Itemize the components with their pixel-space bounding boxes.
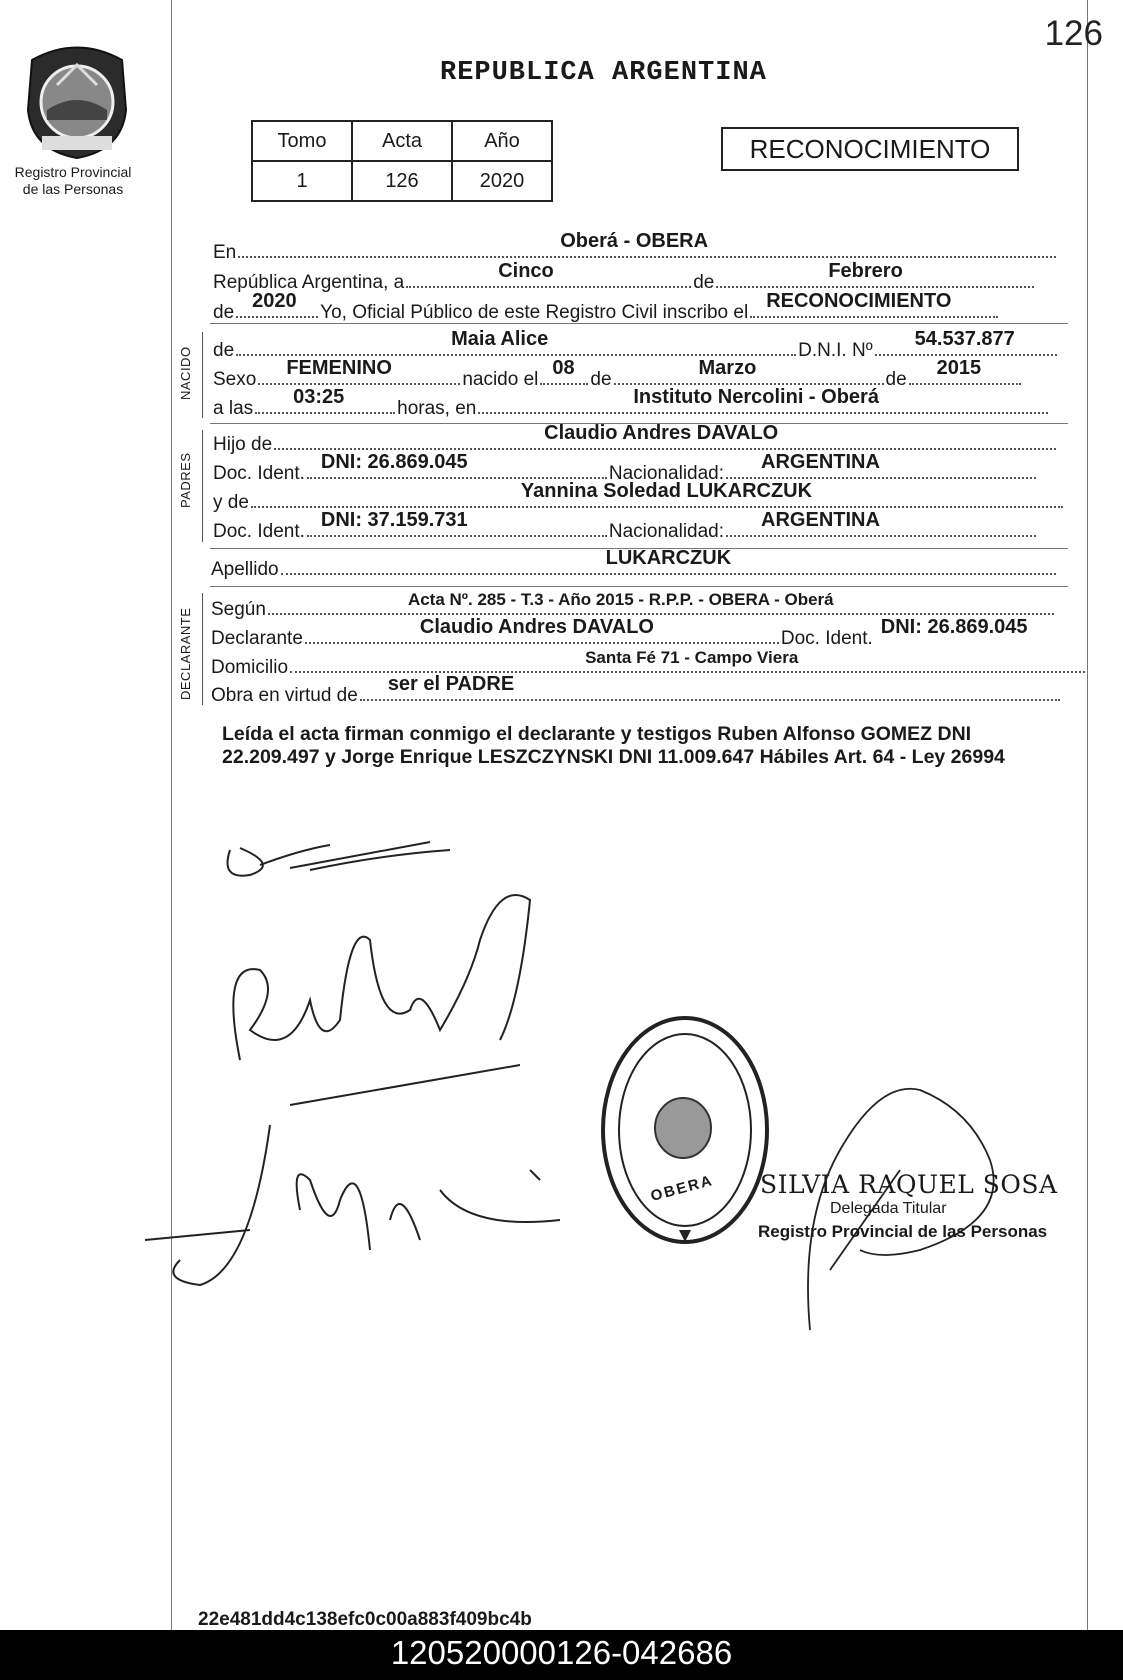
en-value: Oberá - OBERA xyxy=(560,230,709,252)
row-hora xyxy=(213,386,1050,420)
section-rule-4 xyxy=(210,586,1068,587)
record-type-box: RECONOCIMIENTO xyxy=(721,127,1019,171)
en-field xyxy=(238,230,1056,258)
birth-de1-label: de xyxy=(590,369,612,390)
registry-name xyxy=(8,164,138,198)
nacido-side-label: NACIDO xyxy=(178,346,193,400)
father-doc-field xyxy=(307,451,607,479)
day-value: Cinco xyxy=(498,260,554,282)
month-value: Febrero xyxy=(828,260,903,282)
birth-day-field xyxy=(540,357,588,385)
official-name: SILVIA RAQUEL SOSA xyxy=(760,1170,1058,1199)
birth-year-value: 2015 xyxy=(936,357,982,379)
father-doc-value: DNI: 26.869.045 xyxy=(320,451,468,473)
mother-doc-label: Doc. Ident. xyxy=(213,521,305,542)
father-doc-label: Doc. Ident. xyxy=(213,463,305,484)
declarante-side-label: DECLARANTE xyxy=(178,607,193,700)
obra-label: Obra en virtud de xyxy=(211,685,358,706)
tomo-value: 1 xyxy=(252,161,352,201)
left-margin-line xyxy=(171,0,172,1630)
republica-label: República Argentina, a xyxy=(213,272,405,293)
apellido-label: Apellido xyxy=(211,559,279,580)
anio-header: Año xyxy=(452,121,552,161)
declarante-label: Declarante xyxy=(211,628,303,649)
witness-gomez-signature xyxy=(220,880,550,1120)
section-rule-1 xyxy=(210,323,1068,324)
obra-field xyxy=(360,673,1060,701)
nacido-side-line xyxy=(202,332,203,418)
registry-name-line2: de las Personas xyxy=(22,181,124,197)
row-mother-doc xyxy=(213,509,1038,543)
registry-name-line1: Registro Provincial xyxy=(14,164,132,180)
mother-doc-value: DNI: 37.159.731 xyxy=(320,509,468,531)
father-field xyxy=(274,422,1056,450)
name-value: Maia Alice xyxy=(451,328,549,350)
father-nat-label: Nacionalidad: xyxy=(608,463,725,484)
nacido-name-label: de xyxy=(213,340,235,361)
obra-value: ser el PADRE xyxy=(387,673,515,695)
birth-day-value: 08 xyxy=(552,357,575,379)
row-domicilio xyxy=(211,648,1087,679)
domicilio-label: Domicilio xyxy=(211,657,289,678)
mother-nat-value: ARGENTINA xyxy=(761,509,880,531)
declarante-doc-value: DNI: 26.869.045 xyxy=(880,616,1028,638)
day-field xyxy=(406,260,691,288)
closing-text: Leída el acta firman conmigo el declarante y testigos Ruben Alfonso GOMEZ DNI 22.209.497 y Jorge Enrique LESZCZYNSKI DNI 11.009.647 Hábiles Art. 64 - Ley 26994 xyxy=(222,723,1005,768)
hora-field xyxy=(255,386,395,414)
horas-label: horas, en xyxy=(397,398,477,419)
province-seal-icon xyxy=(22,40,132,160)
year-de-label: de xyxy=(213,302,235,323)
hora-label: a las xyxy=(213,398,254,419)
birth-year-field xyxy=(909,357,1021,385)
mother-field xyxy=(251,480,1063,508)
padres-side-label: PADRES xyxy=(178,452,193,508)
kind-field xyxy=(750,290,998,318)
dni-label: D.N.I. Nº xyxy=(798,340,873,361)
row-declarante xyxy=(211,616,1042,650)
mother-value: Yannina Soledad LUKARCZUK xyxy=(520,480,813,502)
row-en xyxy=(213,230,1058,264)
acta-header: Acta xyxy=(352,121,452,161)
name-field xyxy=(236,328,796,356)
row-obra xyxy=(211,673,1062,707)
dni-field xyxy=(875,328,1057,356)
mother-label: y de xyxy=(213,492,249,513)
declarante-doc-field xyxy=(875,616,1040,644)
month-field xyxy=(716,260,1034,288)
birth-month-field xyxy=(614,357,884,385)
father-nat-field xyxy=(726,451,1036,479)
dni-value: 54.537.877 xyxy=(914,328,1015,350)
right-margin-line xyxy=(1087,0,1088,1630)
declarante-value: Claudio Andres DAVALO xyxy=(419,616,654,638)
mother-doc-field xyxy=(307,509,607,537)
acta-value: 126 xyxy=(352,161,452,201)
sexo-field xyxy=(258,357,460,385)
segun-field xyxy=(268,590,1054,615)
official-role: Delegada Titular xyxy=(830,1200,947,1217)
de-label: de xyxy=(693,272,715,293)
father-nat-value: ARGENTINA xyxy=(761,451,880,473)
birth-month-value: Marzo xyxy=(698,357,757,379)
year-text: Yo, Oficial Público de este Registro Civil inscribo el xyxy=(320,302,749,323)
sexo-value: FEMENINO xyxy=(286,357,392,379)
stamp-city: OBERA xyxy=(648,1171,716,1206)
segun-label: Según xyxy=(211,599,266,620)
apellido-value: LUKARCZUK xyxy=(605,547,732,569)
page-number: 126 xyxy=(1044,14,1103,53)
en-label: En xyxy=(213,242,237,263)
anio-value: 2020 xyxy=(452,161,552,201)
tomo-header: Tomo xyxy=(252,121,352,161)
barcode-number: 120520000126-042686 xyxy=(390,1634,733,1671)
place-field xyxy=(478,386,1048,414)
mother-nat-field xyxy=(726,509,1036,537)
apellido-field xyxy=(281,547,1056,575)
padres-side-line xyxy=(202,430,203,542)
domicilio-field xyxy=(290,648,1085,673)
declarante-field xyxy=(305,616,779,644)
document-title: REPUBLICA ARGENTINA xyxy=(440,58,767,88)
kind-value: RECONOCIMIENTO xyxy=(766,290,952,312)
year-value: 2020 xyxy=(252,290,297,312)
official-office: Registro Provincial de las Personas xyxy=(758,1222,1048,1241)
sexo-label: Sexo xyxy=(213,369,257,390)
domicilio-value: Santa Fé 71 - Campo Viera xyxy=(585,648,799,667)
document-hash: 22e481dd4c138efc0c00a883f409bc4b xyxy=(198,1609,532,1630)
record-table xyxy=(251,120,553,202)
nacido-el-label: nacido el xyxy=(462,369,539,390)
hijo-label: Hijo de xyxy=(213,434,273,455)
row-apellido xyxy=(211,547,1058,581)
segun-value: Acta Nº. 285 - T.3 - Año 2015 - R.P.P. - OBERA - Oberá xyxy=(407,590,834,609)
father-value: Claudio Andres DAVALO xyxy=(544,422,779,444)
hora-value: 03:25 xyxy=(293,386,345,408)
place-value: Instituto Nercolini - Oberá xyxy=(633,386,879,408)
birth-de2-label: de xyxy=(885,369,907,390)
declarante-side-line xyxy=(202,593,203,705)
year-field xyxy=(236,290,318,318)
witness-leszczynski-signature xyxy=(140,1120,580,1300)
row-year xyxy=(213,290,1000,324)
declarante-doc-label: Doc. Ident. xyxy=(780,628,873,649)
mother-nat-label: Nacionalidad: xyxy=(608,521,725,542)
